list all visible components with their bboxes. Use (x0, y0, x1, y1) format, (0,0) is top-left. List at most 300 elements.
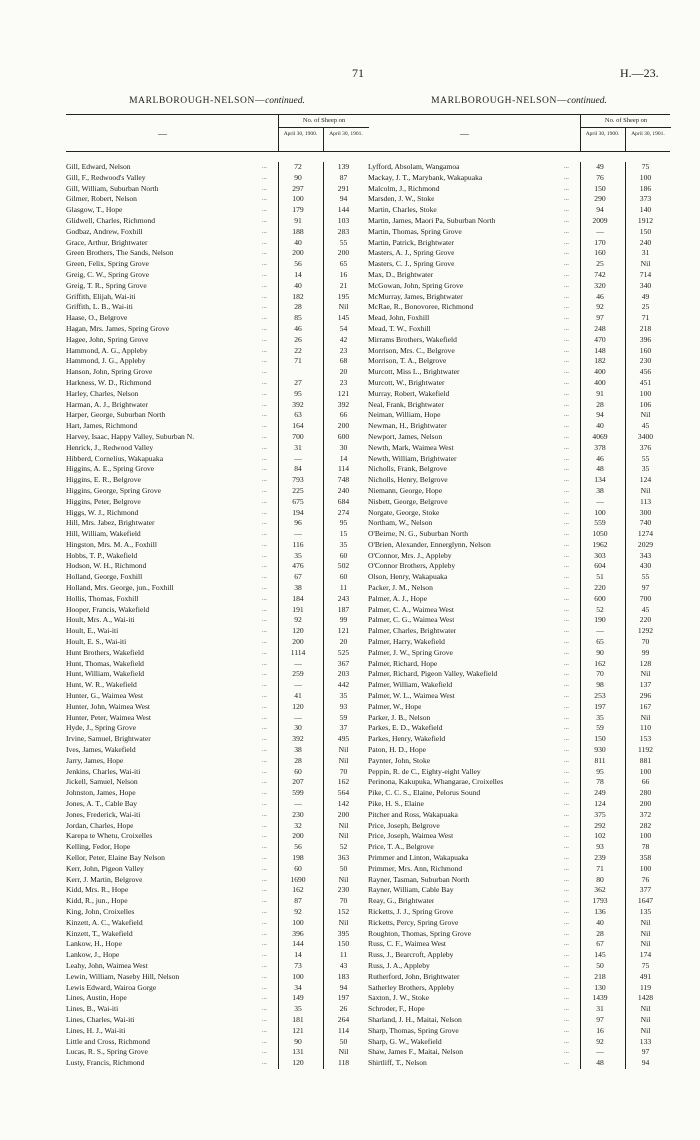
sheep-1901-cell: 124 (639, 475, 652, 485)
owner-name-cell: Hollis, Thomas, Foxhill (66, 593, 139, 603)
leader-dots: ... (564, 821, 569, 829)
sheep-1900-cell: 742 (594, 269, 606, 279)
leader-dots: ... (564, 378, 569, 386)
sheep-1901-cell: 373 (639, 194, 652, 204)
sheep-1901-cell: Nil (338, 831, 349, 841)
owner-name-cell: Olson, Henry, Wakapuaka (368, 572, 448, 582)
sheep-1900-cell: 150 (594, 734, 606, 744)
leader-dots: ... (262, 389, 267, 397)
sheep-1901-cell: 152 (337, 906, 350, 916)
sheep-1901-cell: 42 (339, 334, 348, 344)
leader-dots: ... (564, 972, 569, 980)
column-rule (625, 162, 626, 1069)
leader-dots: ... (564, 810, 569, 818)
sheep-1901-cell: 137 (639, 680, 652, 690)
leader-dots: ... (262, 314, 267, 322)
sheep-1900-cell: 71 (596, 863, 604, 873)
owner-name-cell: Harley, Charles, Nelson (66, 388, 139, 398)
sheep-1901-cell: 881 (639, 755, 652, 765)
sheep-1901-cell: 186 (639, 183, 652, 193)
leader-dots: ... (262, 724, 267, 732)
sheep-1901-cell: 218 (639, 323, 652, 333)
sheep-1900-cell: 230 (292, 809, 304, 819)
sheep-1900-cell: 71 (294, 356, 302, 366)
leader-dots: ... (262, 702, 267, 710)
sheep-1900-cell: 60 (294, 863, 302, 873)
leader-dots: ... (564, 983, 569, 991)
owner-name-cell: Price, T. A., Belgrove (368, 842, 434, 852)
sheep-1901-cell: 133 (639, 1036, 652, 1046)
sheep-1900-cell: 120 (292, 701, 304, 711)
owner-name-cell: Palmer, J. W., Spring Grove (368, 647, 453, 657)
leader-dots: ... (564, 584, 569, 592)
leader-dots: ... (564, 907, 569, 915)
owner-name-cell: Ricketts, Percy, Spring Grove (368, 917, 459, 927)
owner-name-cell: Rutherford, John, Brightwater (368, 971, 460, 981)
sheep-1900-cell: 76 (596, 172, 604, 182)
leader-dots: ... (262, 1015, 267, 1023)
sheep-1901-cell: Nil (640, 485, 651, 495)
sheep-1900-cell: 148 (594, 345, 606, 355)
leader-dots: ... (564, 573, 569, 581)
sheep-1901-cell: 119 (639, 982, 652, 992)
sheep-1900-cell: 100 (292, 917, 304, 927)
owner-name-cell: Hunter, Peter, Waimea West (66, 712, 151, 722)
leader-dots: ... (564, 270, 569, 278)
sheep-1901-cell: 114 (337, 1025, 350, 1035)
sheep-1900-cell: 35 (294, 1004, 302, 1014)
sheep-1901-cell: 564 (337, 788, 350, 798)
leader-dots: ... (262, 303, 267, 311)
leader-dots: ... (564, 497, 569, 505)
sheep-1901-cell: 377 (639, 885, 652, 895)
owner-name-cell: Mead, T. W., Foxhill (368, 323, 431, 333)
column-title (66, 96, 368, 110)
leader-dots: ... (262, 756, 267, 764)
sheep-1900-cell: 84 (294, 464, 302, 474)
sheep-1901-cell: Nil (640, 259, 651, 269)
sheep-1901-cell: 70 (641, 637, 650, 647)
owner-name-cell: Kidd, R., jun., Hope (66, 896, 128, 906)
sheep-1901-cell: 3400 (637, 431, 654, 441)
sheep-1901-cell: Nil (338, 820, 349, 830)
leader-dots: ... (262, 875, 267, 883)
sheep-1901-cell: 140 (639, 205, 652, 215)
owner-name-cell: Jickell, Samuel, Nelson (66, 777, 138, 787)
owner-name-cell: Hunt Brothers, Wakefield (66, 647, 144, 657)
sheep-1901-cell: 220 (639, 615, 652, 625)
sheep-1900-cell: 35 (294, 550, 302, 560)
sheep-1900-cell: 59 (596, 723, 604, 733)
leader-dots: ... (262, 605, 267, 613)
owner-name-cell: Hoult, E., Wai-iti (66, 626, 119, 636)
owner-name-cell: O'Beirne, N. G., Suburban North (368, 529, 469, 539)
leader-dots: ... (564, 281, 569, 289)
leader-dots: ... (564, 659, 569, 667)
leader-dots: ... (262, 994, 267, 1002)
sheep-1900-cell: 92 (294, 906, 302, 916)
owner-name-cell: Lucas, R. S., Spring Grove (66, 1047, 148, 1057)
owner-name-cell: Kerr, J. Martin, Belgrove (66, 874, 143, 884)
sheep-1900-cell: 164 (292, 421, 304, 431)
sheep-1900-cell: 92 (596, 302, 604, 312)
sheep-1901-cell: 70 (339, 766, 348, 776)
owner-name-cell: Newport, James, Nelson (368, 431, 443, 441)
owner-name-cell: Palmer, W., Hope (368, 701, 422, 711)
sheep-1901-cell: 99 (641, 647, 650, 657)
sheep-1901-cell: 495 (337, 734, 350, 744)
owner-name-cell: Kinzett, A. C., Wakefield (66, 917, 143, 927)
leader-dots: ... (564, 1059, 569, 1067)
column-title-suffix: continued. (265, 96, 305, 106)
sheep-1900-cell: 599 (292, 788, 304, 798)
sheep-1901-cell: 55 (339, 237, 348, 247)
owner-name-cell: Hooper, Francis, Wakefield (66, 604, 150, 614)
sheep-1901-cell: 100 (639, 766, 652, 776)
leader-dots: ... (564, 638, 569, 646)
sheep-1900-cell: 90 (294, 1036, 302, 1046)
sheep-1901-cell: Nil (338, 1047, 349, 1057)
sheep-1901-cell: 54 (339, 323, 348, 333)
sheep-1901-cell: 300 (639, 507, 652, 517)
right-column (368, 96, 670, 1069)
leader-dots: ... (564, 324, 569, 332)
sheep-1900-cell: 97 (596, 1014, 604, 1024)
leader-dots: ... (564, 163, 569, 170)
sheep-1901-cell: 99 (339, 615, 348, 625)
leader-dots: ... (262, 465, 267, 473)
sheep-1900-cell: 94 (596, 205, 604, 215)
sheep-1901-cell: 55 (641, 453, 650, 463)
sheep-1901-cell: 283 (337, 226, 350, 236)
owner-name-cell: Harkness, W. D., Richmond (66, 377, 152, 387)
owner-name-cell: Satherley Brothers, Appleby (368, 982, 455, 992)
table-body (66, 162, 368, 1069)
column-title-main: MARLBOROUGH-NELSON— (129, 96, 266, 106)
sheep-1900-cell: — (294, 712, 302, 722)
leader-dots: ... (564, 616, 569, 624)
leader-dots: ... (262, 918, 267, 926)
leader-dots: ... (564, 961, 569, 969)
leader-dots: ... (262, 346, 267, 354)
leader-dots: ... (564, 508, 569, 516)
owner-name-cell: Hunt, Thomas, Wakefield (66, 658, 144, 668)
sheep-1901-cell: 291 (337, 183, 350, 193)
leader-dots: ... (564, 260, 569, 268)
leader-dots: ... (262, 929, 267, 937)
sheep-1900-cell: — (596, 226, 604, 236)
owner-name-cell: Palmer, W. L., Waimea West (368, 691, 455, 701)
sheep-1901-cell: 525 (337, 647, 350, 657)
sheep-1900-cell: 38 (294, 583, 302, 593)
leader-dots: ... (564, 832, 569, 840)
leader-dots: ... (262, 324, 267, 332)
owner-name-cell: Martin, James, Maori Pa, Suburban North (368, 215, 496, 225)
owner-name-cell: Perinona, Kakupuka, Whangarae, Croixelles (368, 777, 504, 787)
leader-dots: ... (262, 573, 267, 581)
leader-dots: ... (564, 303, 569, 311)
sheep-1900-cell: 35 (596, 712, 604, 722)
sheep-1900-cell: 218 (594, 971, 606, 981)
sheep-1901-cell: Nil (640, 410, 651, 420)
leader-dots: ... (262, 163, 267, 170)
owner-name-cell: Hyde, J., Spring Grove (66, 723, 137, 733)
owner-name-cell: Newth, William, Brightwater (368, 453, 457, 463)
sheep-1901-cell: 1274 (637, 529, 654, 539)
sheep-1900-cell: 194 (292, 507, 304, 517)
owner-name-cell: Lyfford, Absolam, Wangamoa (368, 162, 460, 171)
owner-name-cell: Griffith, Elijah, Wai-iti (66, 291, 136, 301)
owner-name-cell: Lewin, William, Naseby Hill, Nelson (66, 971, 180, 981)
sheep-1900-cell: 320 (594, 280, 606, 290)
sheep-1900-cell: 297 (292, 183, 304, 193)
sheep-1900-cell: 604 (594, 561, 606, 571)
sheep-1901-cell: 174 (639, 950, 652, 960)
owner-name-cell: Henrick, J., Redwood Valley (66, 442, 154, 452)
leader-dots: ... (262, 961, 267, 969)
owner-name-cell: Leahy, John, Waimea West (66, 960, 148, 970)
owner-name-cell: Parker, J. B., Nelson (368, 712, 431, 722)
sheep-1901-cell: 2029 (637, 539, 654, 549)
sheep-1901-cell: 358 (639, 853, 652, 862)
owner-name-cell: Haase, O., Belgrove (66, 313, 128, 323)
leader-dots: ... (262, 562, 267, 570)
table-header (368, 114, 670, 152)
sheep-1900-cell: 290 (594, 194, 606, 204)
sheep-1900-cell: 930 (594, 745, 606, 755)
leader-dots: ... (564, 476, 569, 484)
leader-dots: ... (262, 551, 267, 559)
leader-dots: ... (564, 422, 569, 430)
owner-name-cell: Green Brothers, The Sands, Nelson (66, 248, 174, 258)
sheep-1900-cell: 200 (292, 831, 304, 841)
sheep-1900-cell: 40 (294, 237, 302, 247)
owner-name-cell: Higgins, E. R., Belgrove (66, 475, 141, 485)
owner-name-cell: Mead, John, Foxhill (368, 313, 430, 323)
leader-dots: ... (564, 692, 569, 700)
sheep-1900-cell: 220 (594, 583, 606, 593)
sheep-1900-cell: 1050 (592, 529, 608, 539)
owner-name-cell: Paton, H. D., Hope (368, 745, 427, 755)
sheep-1901-cell: 100 (639, 388, 652, 398)
leader-dots: ... (564, 216, 569, 224)
sheep-1901-cell: 162 (337, 777, 350, 787)
leader-dots: ... (564, 594, 569, 602)
leader-dots: ... (564, 886, 569, 894)
sheep-1901-cell: 59 (339, 712, 348, 722)
sheep-1901-cell: 37 (339, 723, 348, 733)
sheep-1900-cell: 49 (596, 162, 604, 171)
leader-dots: ... (564, 864, 569, 872)
sheep-1900-cell: 40 (294, 280, 302, 290)
sheep-1901-cell: 372 (639, 809, 652, 819)
sheep-1901-cell: Nil (640, 928, 651, 938)
sheep-1901-cell: 71 (641, 313, 650, 323)
sheep-1901-cell: 160 (639, 345, 652, 355)
sheep-1901-cell: 367 (337, 658, 350, 668)
owner-name-cell: Lines, Charles, Wai-iti (66, 1014, 135, 1024)
leader-dots: ... (262, 508, 267, 516)
owner-name-cell: Irvine, Samuel, Brightwater (66, 734, 151, 744)
leader-dots: ... (564, 519, 569, 527)
leader-dots: ... (262, 800, 267, 808)
sheep-1900-cell: 200 (292, 248, 304, 258)
leader-dots: ... (262, 692, 267, 700)
sheep-1900-cell: 362 (594, 885, 606, 895)
owner-name-cell: Sharland, J. H., Maitai, Nelson (368, 1014, 462, 1024)
sheep-1900-cell: 28 (596, 399, 604, 409)
sheep-1900-cell: 120 (292, 1058, 304, 1068)
leader-dots: ... (564, 778, 569, 786)
leader-dots: ... (262, 335, 267, 343)
sheep-1900-cell: 65 (596, 637, 604, 647)
leader-dots: ... (262, 951, 267, 959)
leader-dots: ... (564, 994, 569, 1002)
leader-dots: ... (564, 411, 569, 419)
owner-name-cell: Masters, A. J., Spring Grove (368, 248, 455, 258)
owner-name-cell: Neal, Frank, Brightwater (368, 399, 444, 409)
column-rule (580, 162, 581, 1069)
sheep-1900-cell: 292 (594, 820, 606, 830)
leader-dots: ... (262, 238, 267, 246)
leader-dots: ... (564, 756, 569, 764)
sheep-1900-cell: 400 (594, 367, 606, 377)
owner-name-cell: Lusty, Francis, Richmond (66, 1058, 145, 1068)
sheep-1900-cell: 63 (294, 410, 302, 420)
sheep-1901-cell: Nil (640, 712, 651, 722)
leader-dots: ... (262, 173, 267, 181)
sheep-1900-cell: 96 (294, 518, 302, 528)
sheep-1901-cell: 75 (641, 162, 650, 171)
sheep-1900-cell: 56 (294, 259, 302, 269)
owner-name-cell: Lankow, J., Hope (66, 950, 120, 960)
leader-dots: ... (564, 368, 569, 376)
owner-name-cell: Neiman, William, Hope (368, 410, 441, 420)
sheep-1900-cell: 67 (596, 939, 604, 949)
sheep-1901-cell: 121 (337, 388, 350, 398)
sheep-1900-cell: 207 (292, 777, 304, 787)
sheep-1900-cell: 46 (294, 323, 302, 333)
owner-name-cell: Kidd, Mrs. R., Hope (66, 885, 129, 895)
sheep-1900-cell: 100 (594, 507, 606, 517)
sheep-1901-cell: Nil (640, 939, 651, 949)
owner-name-cell: Palmer, A. J., Hope (368, 593, 427, 603)
sheep-1900-cell: — (294, 680, 302, 690)
column-title (368, 96, 670, 110)
owner-name-cell: Jenkins, Charles, Wai-iti (66, 766, 141, 776)
owner-name-cell: Harvey, Isaac, Happy Valley, Suburban N. (66, 431, 195, 441)
sheep-1901-cell: 97 (641, 583, 650, 593)
owner-name-cell: Hill, Mrs. Jabez, Brightwater (66, 518, 155, 528)
owner-name-cell: Kelling, Fedor, Hope (66, 842, 131, 852)
owner-name-cell: Greig, T. R., Spring Grove (66, 280, 147, 290)
owner-name-cell: Lines, B., Wai-iti (66, 1004, 119, 1014)
sheep-1901-cell: 748 (337, 475, 350, 485)
leader-dots: ... (564, 227, 569, 235)
leader-dots: ... (262, 821, 267, 829)
leader-dots: ... (262, 886, 267, 894)
leader-dots: ... (262, 249, 267, 257)
sheep-1900-cell: 26 (294, 334, 302, 344)
year-1900-header: April 30, 1900. (580, 128, 624, 151)
sheep-1900-cell: — (596, 496, 604, 506)
leader-dots: ... (262, 432, 267, 440)
owner-name-cell: Palmer, C. A., Waimea West (368, 604, 454, 614)
owner-name-cell: Pike, C. C. S., Elaine, Pelorus Sound (368, 788, 481, 798)
sheep-1901-cell: 230 (337, 885, 350, 895)
owner-name-cell: Primmer, Mrs. Ann, Richmond (368, 863, 463, 873)
sheep-1901-cell: 296 (639, 691, 652, 701)
leader-dots: ... (262, 260, 267, 268)
sheep-1901-cell: 78 (641, 842, 650, 852)
owner-name-cell: Lines, H. J., Wai-iti (66, 1025, 126, 1035)
sheep-1901-cell: 16 (339, 269, 348, 279)
sheep-1900-cell: 259 (292, 669, 304, 679)
sheep-1901-cell: 153 (639, 734, 652, 744)
sheep-1900-cell: 90 (294, 172, 302, 182)
owner-name-cell: Lines, Austin, Hope (66, 993, 127, 1003)
sheep-1900-cell: 51 (596, 572, 604, 582)
table-body (368, 162, 670, 1069)
sheep-1901-cell: 150 (337, 939, 350, 949)
sheep-1900-cell: 50 (596, 960, 604, 970)
leader-dots: ... (564, 800, 569, 808)
sheep-1900-cell: 70 (596, 669, 604, 679)
page-number: 71 (352, 66, 364, 80)
leader-dots: ... (564, 724, 569, 732)
sheep-1900-cell: 675 (292, 496, 304, 506)
sheep-1901-cell: 376 (639, 442, 652, 452)
sheep-1900-cell: 811 (594, 755, 606, 765)
sheep-1901-cell: 20 (339, 637, 348, 647)
owner-name-cell: Jordan, Charles, Hope (66, 820, 134, 830)
sheep-1901-cell: 60 (339, 572, 348, 582)
sheep-1901-cell: Nil (338, 745, 349, 755)
leader-dots: ... (564, 648, 569, 656)
sheep-1900-cell: 2009 (592, 215, 608, 225)
sheep-1901-cell: 714 (639, 269, 652, 279)
sheep-1900-cell: 95 (596, 766, 604, 776)
sheep-1901-cell: 363 (337, 853, 350, 862)
owner-name-cell: Jones, A. T., Cable Bay (66, 799, 138, 809)
owner-name-cell: Jones, Frederick, Wai-iti (66, 809, 141, 819)
sheep-1900-cell: 116 (292, 539, 304, 549)
sheep-1901-cell: 15 (339, 529, 348, 539)
sheep-1901-cell: 139 (337, 162, 350, 171)
sheep-1900-cell: 94 (596, 410, 604, 420)
owner-name-cell: Russ, C. F., Waimea West (368, 939, 447, 949)
owner-name-cell: Primmer and Linton, Wakapuaka (368, 853, 469, 862)
leader-dots: ... (564, 562, 569, 570)
owner-name-cell: Morrison, T. A., Belgrove (368, 356, 447, 366)
leader-dots: ... (564, 184, 569, 192)
owner-name-cell: Norgate, George, Stoke (368, 507, 440, 517)
sheep-1900-cell: 600 (594, 593, 606, 603)
leader-dots: ... (564, 400, 569, 408)
sheep-1900-cell: 130 (594, 982, 606, 992)
owner-name-cell: Little and Cross, Richmond (66, 1036, 150, 1046)
sheep-1901-cell: 1428 (637, 993, 654, 1003)
sheep-1900-cell: 182 (292, 291, 304, 301)
leader-dots: ... (262, 1026, 267, 1034)
leader-dots: ... (262, 497, 267, 505)
owner-name-cell: Rayner, William, Cable Bay (368, 885, 454, 895)
owner-name-cell: Hibberd, Cornelius, Wakapuaka (66, 453, 164, 463)
sheep-1900-cell: 87 (294, 896, 302, 906)
leader-dots: ... (262, 227, 267, 235)
leader-dots: ... (262, 897, 267, 905)
page-header (0, 66, 700, 80)
